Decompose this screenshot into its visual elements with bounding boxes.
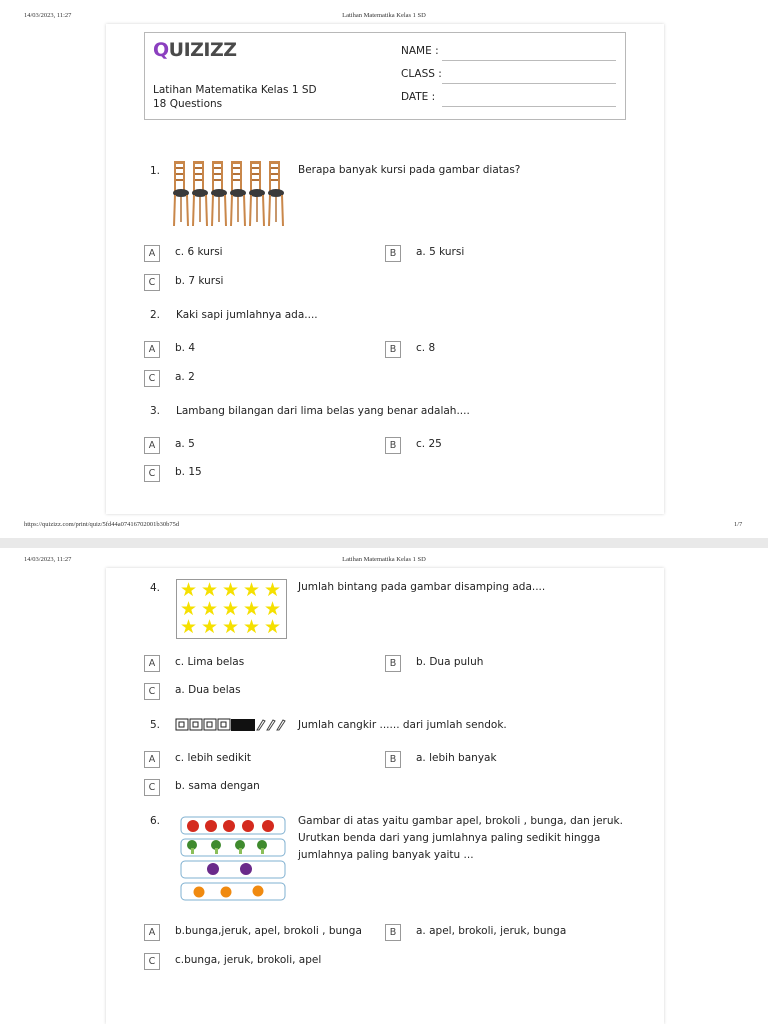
- star-icon: ★: [264, 598, 282, 620]
- option-letter: B: [385, 751, 401, 768]
- option-text: b. sama dengan: [175, 780, 260, 792]
- question-number: 1.: [150, 165, 161, 177]
- question-number: 4.: [150, 582, 161, 594]
- stars-image: [176, 579, 287, 639]
- star-icon: ★: [264, 579, 282, 601]
- star-icon: ★: [243, 579, 261, 601]
- print-timestamp: 14/03/2023, 11:27: [24, 556, 72, 563]
- print-footer-url: https://quizizz.com/print/quiz/5fd44a07416702001b30b75d: [24, 521, 180, 528]
- option-letter: B: [385, 655, 401, 672]
- chairs-image: [172, 160, 290, 230]
- star-icon: ★: [180, 616, 198, 638]
- option-letter: A: [144, 924, 160, 941]
- option-text: b.bunga,jeruk, apel, brokoli , bunga: [175, 925, 362, 937]
- class-field-line[interactable]: [442, 83, 616, 84]
- option-text: a. 5: [175, 438, 195, 450]
- star-icon: ★: [201, 598, 219, 620]
- option-letter: A: [144, 751, 160, 768]
- star-icon: ★: [264, 616, 282, 638]
- option-text: b. 7 kursi: [175, 275, 224, 287]
- option-letter: B: [385, 245, 401, 262]
- star-icon: ★: [222, 579, 240, 601]
- option-letter: B: [385, 437, 401, 454]
- question-text: Gambar di atas yaitu gambar apel, brokoli , bunga, dan jeruk. Urutkan benda dari yang jumlahnya paling sedikit hingga jumlahnya paling banyak yaitu ...: [298, 815, 623, 861]
- print-header-title: Latihan Matematika Kelas 1 SD: [342, 12, 426, 19]
- star-icon: ★: [243, 616, 261, 638]
- star-icon: ★: [222, 598, 240, 620]
- print-page-number: 1/7: [734, 521, 743, 528]
- option-text: a. 5 kursi: [416, 246, 465, 258]
- star-icon: ★: [222, 616, 240, 638]
- option-letter: A: [144, 655, 160, 672]
- question-number: 6.: [150, 815, 161, 827]
- class-label: CLASS :: [401, 68, 442, 80]
- question-text: Lambang bilangan dari lima belas yang benar adalah....: [176, 405, 470, 417]
- date-label: DATE :: [401, 91, 436, 103]
- question-number: 5.: [150, 719, 161, 731]
- quizizz-logo: QUIZIZZ: [153, 39, 237, 61]
- option-letter: C: [144, 274, 160, 291]
- page-separator: [0, 538, 768, 548]
- question-number: 3.: [150, 405, 161, 417]
- question-text: Berapa banyak kursi pada gambar diatas?: [298, 164, 521, 176]
- name-label: NAME :: [401, 45, 439, 57]
- option-text: c. 25: [416, 438, 442, 450]
- option-text: a. apel, brokoli, jeruk, bunga: [416, 925, 567, 937]
- option-text: a. Dua belas: [175, 684, 241, 696]
- option-text: b. 4: [175, 342, 196, 354]
- option-letter: A: [144, 245, 160, 262]
- option-text: c. 6 kursi: [175, 246, 223, 258]
- question-number: 2.: [150, 309, 161, 321]
- option-letter: C: [144, 683, 160, 700]
- date-field-line[interactable]: [442, 106, 616, 107]
- print-page-2: [0, 548, 768, 1024]
- option-letter: C: [144, 370, 160, 387]
- cups-and-spoons-image: [175, 718, 290, 732]
- question-count: 18 Questions: [153, 98, 223, 110]
- star-icon: ★: [201, 616, 219, 638]
- option-text: c.bunga, jeruk, brokoli, apel: [175, 954, 322, 966]
- quiz-title: Latihan Matematika Kelas 1 SD: [153, 84, 317, 96]
- option-letter: B: [385, 924, 401, 941]
- option-text: b. 15: [175, 466, 202, 478]
- print-header-title: Latihan Matematika Kelas 1 SD: [342, 556, 426, 563]
- option-text: c. 8: [416, 342, 436, 354]
- question-text: Jumlah bintang pada gambar disamping ada....: [298, 581, 546, 593]
- question-text: Kaki sapi jumlahnya ada....: [176, 309, 318, 321]
- option-letter: C: [144, 465, 160, 482]
- option-letter: A: [144, 437, 160, 454]
- fruits-vegetables-image: [178, 814, 290, 906]
- star-icon: ★: [243, 598, 261, 620]
- option-letter: B: [385, 341, 401, 358]
- print-timestamp: 14/03/2023, 11:27: [24, 12, 72, 19]
- question-text: Jumlah cangkir ...... dari jumlah sendok.: [298, 719, 507, 731]
- option-letter: C: [144, 779, 160, 796]
- option-text: b. Dua puluh: [416, 656, 484, 668]
- name-field-line[interactable]: [442, 60, 616, 61]
- worksheet-header: [144, 32, 626, 120]
- option-letter: C: [144, 953, 160, 970]
- option-text: a. lebih banyak: [416, 752, 497, 764]
- option-text: c. lebih sedikit: [175, 752, 252, 764]
- option-text: a. 2: [175, 371, 195, 383]
- option-letter: A: [144, 341, 160, 358]
- star-icon: ★: [180, 598, 198, 620]
- star-icon: ★: [201, 579, 219, 601]
- star-icon: ★: [180, 579, 198, 601]
- option-text: c. Lima belas: [175, 656, 245, 668]
